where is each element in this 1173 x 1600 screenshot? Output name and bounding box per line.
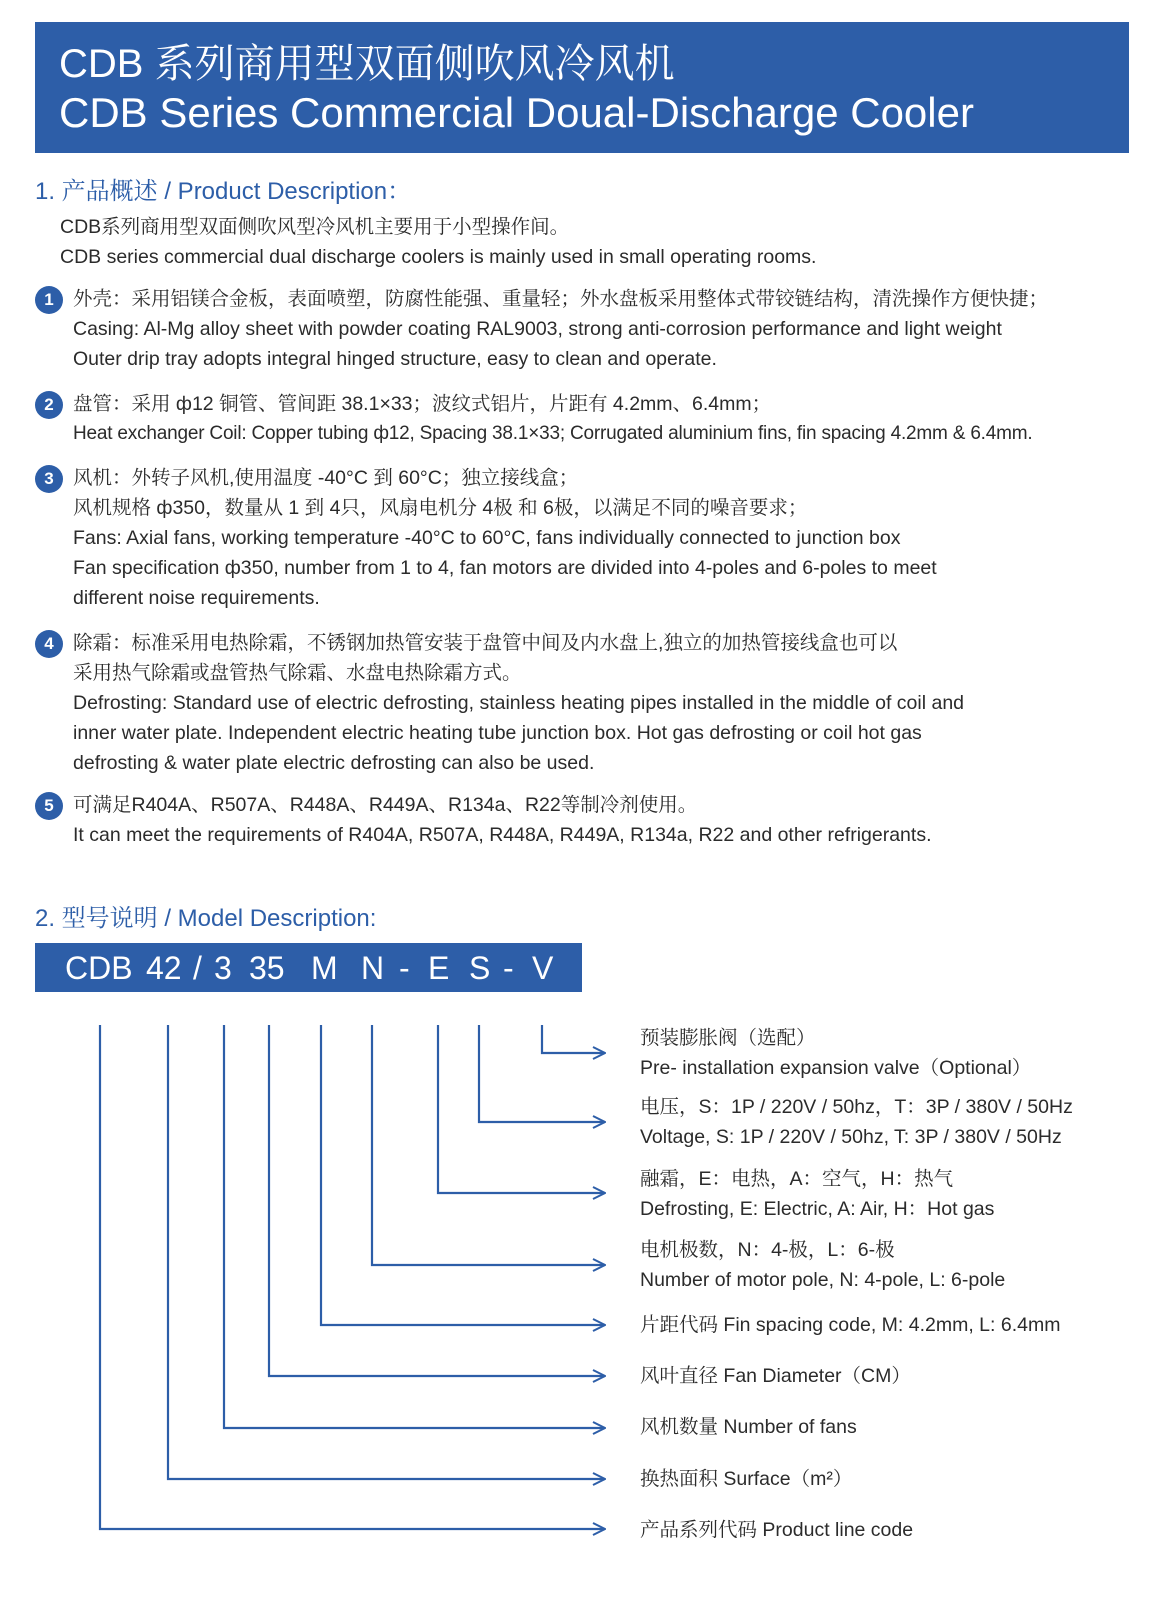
item-5-line-2: It can meet the requirements of R404A, R507A, R448A, R449A, R134a, R22 and other refrigerants.	[73, 824, 932, 846]
title-cn: CDB 系列商用型双面侧吹风冷风机	[59, 42, 675, 86]
title-en: CDB Series Commercial Doual-Discharge Cooler	[59, 89, 974, 136]
model-part-defrost: E	[428, 950, 450, 986]
legend-product-line: 产品系列代码 Product line code	[640, 1519, 914, 1541]
connector-pole	[372, 1025, 605, 1265]
item-1-badge: 1	[35, 286, 63, 314]
model-part-dash-1: -	[399, 950, 410, 986]
legend-defrost-en: Defrosting, E: Electric, A: Air, H：Hot gas	[640, 1198, 995, 1220]
legend-voltage-cn: 电压，S：1P / 220V / 50hz，T：3P / 380V / 50Hz	[640, 1096, 1073, 1118]
item-3-line-2: 风机规格 ф350，数量从 1 到 4只，风扇电机分 4极 和 6极，以满足不同的噪音要求；	[73, 497, 808, 519]
connector-valve	[542, 1025, 605, 1053]
item-4-line-1: 除霜：标准采用电热除霜，不锈钢加热管安装于盘管中间及内水盘上,独立的加热管接线盒也可以	[73, 632, 898, 654]
legend-defrost-cn: 融霜，E：电热，A：空气，H：热气	[640, 1168, 954, 1190]
section-1-title: 1. 产品概述 / Product Description：	[35, 178, 412, 205]
legend-pole-en: Number of motor pole, N: 4-pole, L: 6-pole	[640, 1269, 1006, 1291]
item-4-line-3: Defrosting: Standard use of electric defrosting, stainless heating pipes installed in the middle of coil and	[73, 692, 965, 714]
legend-fin: 片距代码 Fin spacing code, M: 4.2mm, L: 6.4mm	[640, 1314, 1061, 1336]
item-4-badge: 4	[35, 630, 63, 658]
item-3-line-3: Fans: Axial fans, working temperature -40°C to 60°C, fans individually connected to junction box	[73, 527, 901, 549]
connector-surface	[168, 1025, 605, 1479]
model-part-fin: M	[311, 950, 338, 986]
item-3-line-4: Fan specification ф350, number from 1 to 4, fan motors are divided into 4-poles and 6-poles to meet	[73, 557, 937, 579]
item-4-line-5: defrosting & water plate electric defrosting can also be used.	[73, 752, 595, 774]
model-part-pole: N	[361, 950, 385, 986]
item-2-badge: 2	[35, 391, 63, 419]
model-part-fans: 3	[214, 950, 232, 986]
item-5-badge: 5	[35, 792, 63, 820]
intro-en: CDB series commercial dual discharge coolers is mainly used in small operating rooms.	[60, 246, 817, 268]
item-2-line-2: Heat exchanger Coil: Copper tubing ф12, Spacing 38.1×33; Corrugated aluminium fins, fin spacing 4.2mm & 6.4mm.	[73, 423, 1033, 444]
intro-cn: CDB系列商用型双面侧吹风型冷风机主要用于小型操作间。	[60, 216, 570, 238]
item-4-line-2: 采用热气除霜或盘管热气除霜、水盘电热除霜方式。	[73, 662, 522, 684]
legend-voltage-en: Voltage, S: 1P / 220V / 50hz, T: 3P / 380V / 50Hz	[640, 1126, 1062, 1148]
model-part-surface: 42	[146, 950, 182, 986]
model-part-voltage: S	[469, 950, 491, 986]
connector-fin	[321, 1025, 605, 1325]
connector-product-line	[100, 1025, 605, 1529]
connector-defrost	[438, 1025, 605, 1193]
legend-valve-cn: 预装膨胀阀（选配）	[640, 1027, 816, 1049]
legend-fans: 风机数量 Number of fans	[640, 1416, 857, 1438]
item-2-line-1: 盘管：采用 ф12 铜管、管间距 38.1×33；波纹式铝片，片距有 4.2mm、6.4mm；	[73, 393, 772, 415]
item-3-line-1: 风机：外转子风机,使用温度 -40°C 到 60°C；独立接线盒；	[73, 467, 579, 489]
model-part-dash-2: -	[503, 950, 514, 986]
legend-surface: 换热面积 Surface（m²）	[640, 1468, 853, 1490]
model-part-cdb: CDB	[65, 950, 133, 986]
legend-pole-cn: 电机极数，N：4-极，L：6-极	[640, 1239, 895, 1261]
item-1-line-1: 外壳：采用铝镁合金板，表面喷塑，防腐性能强、重量轻；外水盘板采用整体式带铰链结构，清洗操作方便快捷；	[73, 288, 1049, 310]
item-1-line-3: Outer drip tray adopts integral hinged structure, easy to clean and operate.	[73, 348, 717, 370]
item-3-line-5: different noise requirements.	[73, 587, 320, 609]
section-2-title: 2. 型号说明 / Model Description:	[35, 905, 377, 932]
connector-fans	[224, 1025, 605, 1428]
legend-diameter: 风叶直径 Fan Diameter（CM）	[640, 1365, 911, 1387]
model-part-slash: /	[193, 950, 202, 986]
item-5-line-1: 可满足R404A、R507A、R448A、R449A、R134a、R22等制冷剂使用。	[73, 794, 698, 816]
item-1-line-2: Casing: Al-Mg alloy sheet with powder coating RAL9003, strong anti-corrosion performance and light weight	[73, 318, 1002, 340]
item-4-line-4: inner water plate. Independent electric heating tube junction box. Hot gas defrosting or coil hot gas	[73, 722, 922, 744]
model-part-diameter: 35	[249, 950, 285, 986]
model-part-valve: V	[532, 950, 554, 986]
item-3-badge: 3	[35, 465, 63, 493]
legend-valve-en: Pre- installation expansion valve（Optional）	[640, 1057, 1032, 1079]
